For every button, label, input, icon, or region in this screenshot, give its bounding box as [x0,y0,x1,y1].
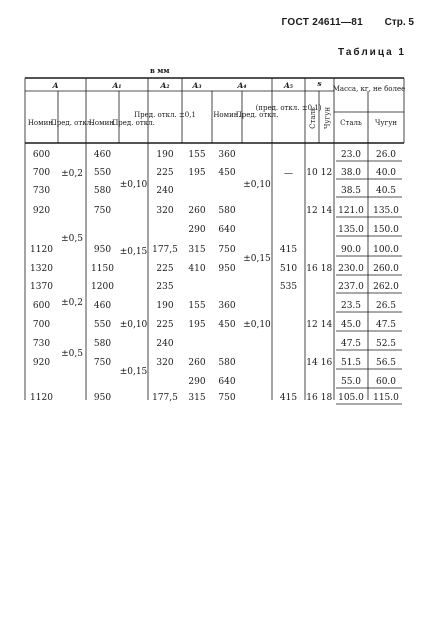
table-cell-a: 730 [32,339,51,349]
chugun-header: Чугун [323,107,332,129]
table-cell-a2: 235 [156,282,174,292]
table-cell-a4: 360 [218,301,236,311]
table-cell-a2: 225 [156,264,174,274]
table-cell-m1: 121.0 [338,206,364,216]
table-cell-m2: 56.5 [375,358,397,368]
table-cell-a1: 460 [93,150,112,160]
table-cell-s1: 10 [306,168,318,178]
table-cell-a1: 550 [93,320,112,330]
tolerance-a4: ±0,15 [243,254,271,264]
col-s-header: s [317,79,322,88]
table-cell-a2: 190 [156,301,174,311]
table-cell-m1: 90.0 [340,245,362,255]
table-cell-a2: 225 [156,168,174,178]
table-cell-m2: 40.0 [375,168,397,178]
table-cell-a1: 550 [93,168,112,178]
table-cell-a: 920 [32,358,51,368]
table-cell-a2: 240 [156,339,174,349]
table-cell-m1: 38.0 [340,168,362,178]
stal-header: Сталь [340,119,362,127]
table-cell-s1: 16 [306,264,318,274]
table-cell-s2: 12 [320,168,333,178]
table-cell-a4: 450 [218,320,236,330]
table-cell-a5: 415 [279,393,298,403]
table-cell-a3: 155 [188,301,206,311]
table-cell-s2: 14 [320,206,333,216]
table-cell-a2: 177,5 [152,245,178,255]
col-a4-header: A₄ [237,81,247,90]
table-cell-a3: 315 [188,393,206,403]
table-cell-m1: 230.0 [338,264,364,274]
tolerance-a: ±0,5 [61,234,83,244]
col-a2-header: A₂ [160,81,170,90]
table-cell-a4: 750 [218,245,236,255]
table-cell-a1: 1150 [91,264,114,274]
table-cell-m1: 51.5 [340,358,362,368]
table-cell-s1: 16 [306,393,318,403]
col-a5-header: A₅ [283,81,294,90]
table-cell-a3: 315 [188,245,206,255]
standard-number: ГОСТ 24611—81 [281,17,363,28]
pred-otkl-a2-header: Пред. откл. ±0,1 [134,111,196,119]
table-cell-a3: 260 [188,206,206,216]
table-cell-a: 1320 [30,264,53,274]
table-cell-a3: 260 [188,358,206,368]
table-cell-a: 920 [32,206,51,216]
table-cell-s1: 14 [306,358,318,368]
tolerance-a: ±0,2 [61,169,83,179]
nomin-header: Номин. [88,119,117,127]
table-cell-m1: 105.0 [338,393,364,403]
table-cell-s2: 18 [320,264,333,274]
table-cell-s2: 18 [320,393,333,403]
table-cell-a: 1120 [30,245,53,255]
table-cell-a1: 1200 [91,282,114,292]
page-label: Стр. 5 [384,17,414,28]
table-cell-a: 700 [32,320,51,330]
col-a3-header: A₃ [192,81,202,90]
tolerance-a4: ±0,10 [243,180,271,190]
table-cell-a: 700 [32,168,51,178]
table-cell-a1: 750 [93,206,112,216]
col-a-header: A [52,81,59,90]
table-title: Таблица 1 [337,47,406,58]
table-cell-a4: 580 [218,206,236,216]
table-cell-a1: 750 [93,358,112,368]
table-cell-a5: 415 [279,245,298,255]
table-cell-m2: 26.5 [375,301,397,311]
table-cell-s1: 12 [306,320,318,330]
table-cell-a2: 190 [156,150,174,160]
table-cell-a4: 640 [218,225,236,235]
table-cell-s1: 12 [306,206,318,216]
units-label: в мм [150,66,170,75]
table-cell-a2: 240 [156,186,174,196]
nomin-header: Номин. [27,119,56,127]
table-cell-m2: 26.0 [375,150,397,160]
table-cell-a: 600 [32,150,51,160]
table-cell-m2: 60.0 [375,377,397,387]
tolerance-a1: ±0,10 [119,180,148,190]
tolerance-a: ±0,5 [61,349,83,359]
table-cell-a3: 410 [188,264,206,274]
tolerance-a1: ±0,10 [119,320,148,330]
table-cell-a: 1370 [30,282,53,292]
mass-header: Масса, кг, не более [332,85,406,93]
nomin-header: Номин. [213,111,241,119]
table-cell-a1: 580 [93,339,112,349]
a5-tolerance-header: (пред. откл. ±0,1) [255,104,322,112]
table-cell-a3: 195 [188,168,206,178]
table-cell-a3: 290 [188,225,206,235]
table-cell-a: 1120 [30,393,53,403]
table-cell-a1: 950 [93,393,112,403]
table-cell-m2: 52.5 [375,339,397,349]
table-cell-a2: 225 [156,320,174,330]
tolerance-a5: — [284,169,293,179]
table-cell-m2: 260.0 [373,264,399,274]
table-cell-a5: 535 [279,282,298,292]
table-cell-m2: 100.0 [373,245,399,255]
table-cell-a4: 750 [218,393,236,403]
stal-header: Сталь [309,107,317,129]
table-cell-a2: 320 [156,358,174,368]
table-cell-a4: 360 [218,150,236,160]
tolerance-a1: ±0,15 [119,367,148,377]
table-cell-a4: 950 [218,264,236,274]
pred-otkl-header: Пред. откл. [50,119,94,127]
table-cell-m1: 135.0 [338,225,364,235]
table-cell-a1: 460 [93,301,112,311]
table-cell-m1: 23.5 [340,301,362,311]
table-cell-a2: 177,5 [152,393,178,403]
table-cell-m2: 47.5 [375,320,397,330]
table-cell-m2: 262.0 [373,282,399,292]
tolerance-a: ±0,2 [61,298,83,308]
table-cell-m2: 150.0 [373,225,399,235]
table-cell-m1: 38.5 [340,186,362,196]
table-cell-a1: 950 [93,245,112,255]
table-cell-m2: 40.5 [375,186,397,196]
table-cell-m1: 47.5 [340,339,362,349]
table-cell-a: 730 [32,186,51,196]
col-a1-header: A₁ [112,81,122,90]
table-cell-m2: 135.0 [373,206,399,216]
table-cell-a4: 580 [218,358,236,368]
table-cell-m1: 45.0 [340,320,362,330]
tolerance-a4: ±0,10 [243,320,271,330]
table-cell-a4: 640 [218,377,236,387]
table-cell-a3: 290 [188,377,206,387]
table-cell-m1: 55.0 [340,377,362,387]
table-cell-m2: 115.0 [373,393,399,403]
table-cell-a3: 195 [188,320,206,330]
chugun-header: Чугун [375,119,397,127]
pred-otkl-header: Пред. откл. [112,119,155,127]
table-cell-a: 600 [32,301,51,311]
tolerance-a1: ±0,15 [119,247,148,257]
table-cell-a1: 580 [93,186,112,196]
table-cell-s2: 16 [320,358,333,368]
table-cell-m1: 23.0 [340,150,362,160]
table-cell-s2: 14 [320,320,333,330]
table-cell-m1: 237.0 [338,282,364,292]
table-cell-a4: 450 [218,168,236,178]
table-cell-a5: 510 [279,264,298,274]
pred-otkl-header: Пред. откл. [235,111,279,119]
table-cell-a3: 155 [188,150,206,160]
table-cell-a2: 320 [156,206,174,216]
